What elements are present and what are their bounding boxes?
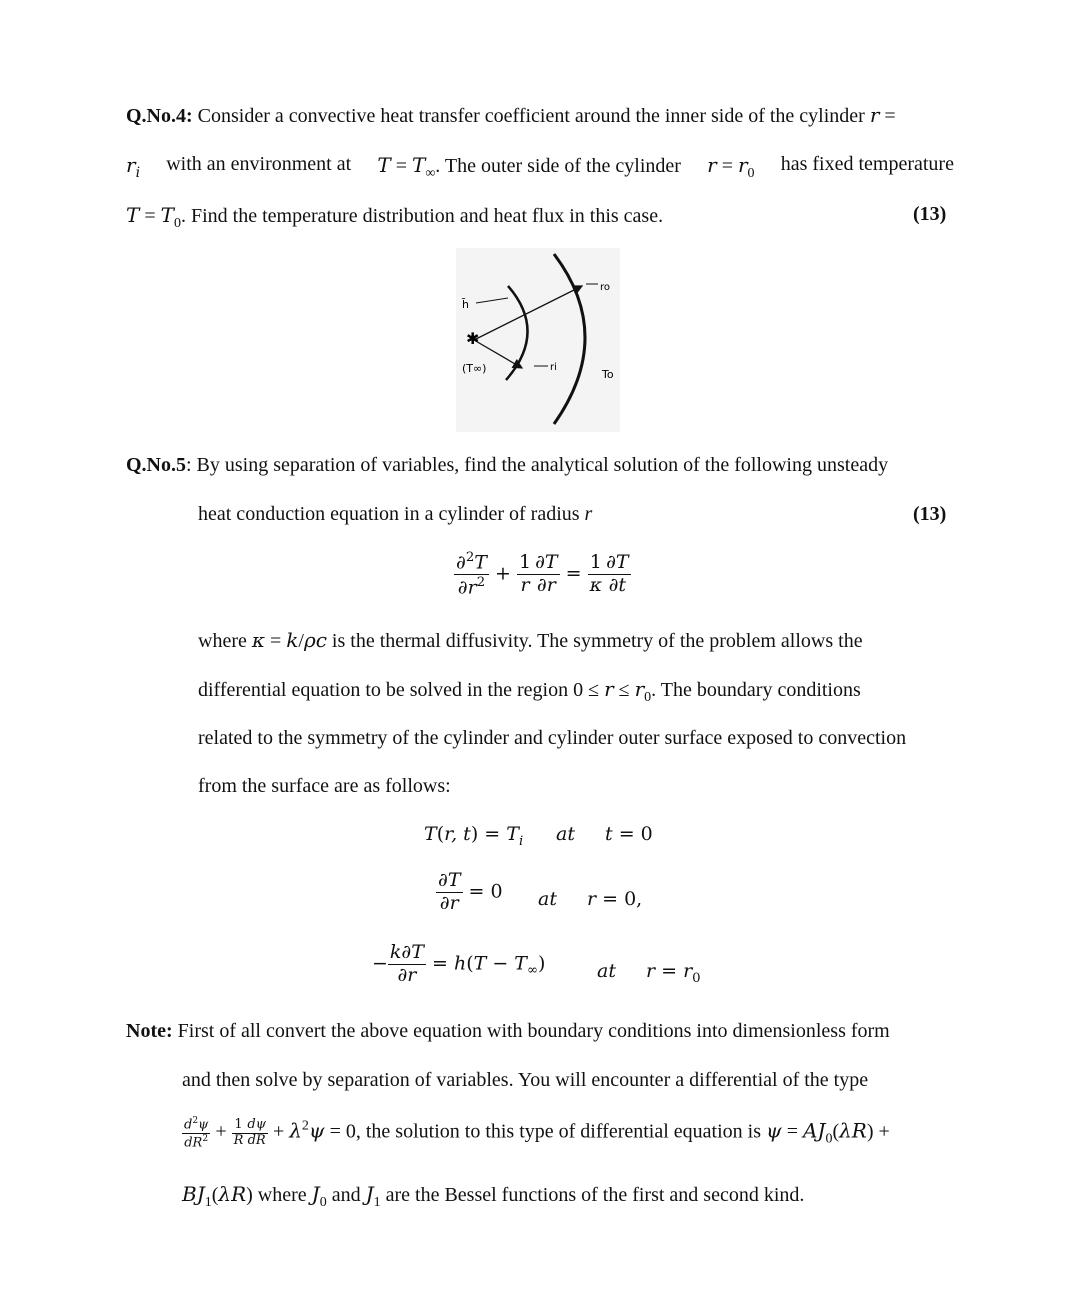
- q4-marks: (13): [913, 203, 947, 225]
- q5-line-1: [126, 454, 888, 477]
- to-label: To: [602, 368, 614, 381]
- q4-line-2: $r_i$ with an environment at $T = T_\infty$. The outer side of the cylinder $r = r_0$ has fixed temperature: [126, 153, 954, 181]
- q4-text-2a: with an environment at: [166, 153, 352, 175]
- h-label: h̄: [462, 298, 469, 311]
- q4-text-1: Consider a convective heat transfer coefficient around the inner side of the cylinder: [197, 105, 865, 127]
- q5-diff-a: differential equation to be solved in the region: [198, 679, 569, 701]
- q5-related-line: related to the symmetry of the cylinder and cylinder outer surface exposed to convection: [198, 727, 907, 749]
- q4-text-2b: . The outer side of the cylinder: [435, 155, 681, 177]
- bc-convection-at: at: [597, 960, 616, 982]
- ri-label: ri: [550, 362, 557, 373]
- bc-convection: − $\frac{k\partial T}{\partial r}$ = $h(T - T_\infty)$: [372, 941, 546, 986]
- note-text-4b: and: [331, 1184, 361, 1206]
- q5-label: Q.No.5: [126, 454, 186, 476]
- note-text-4c: are the Bessel functions of the first and second kind.: [385, 1184, 805, 1206]
- center-star-icon: ✱: [466, 329, 480, 348]
- cylinder-diagram: [456, 248, 620, 432]
- note-text-4a: where: [257, 1184, 307, 1206]
- q4-text-3: . Find the temperature distribution and heat flux in this case.: [180, 205, 664, 227]
- note-line-2: and then solve by separation of variables. You will encounter a differential of the type: [182, 1069, 869, 1091]
- q4-line-3: $T = T_0$. Find the temperature distribution and heat flux in this case.: [126, 203, 664, 231]
- q4-line-1: Q.No.4: Consider a convective heat transfer coefficient around the inner side of the cylinder r =: [126, 103, 896, 127]
- bc-symmetry-cond: r = 0,: [587, 888, 643, 910]
- note-line-4: $BJ_1(\lambda R)$ where $J_0$ and $J_1$ are the Bessel functions of the first and second kind.: [182, 1182, 805, 1210]
- bc-symmetry-at: at: [538, 888, 557, 910]
- ro-label: ro: [600, 282, 611, 293]
- bc-initial-cond: t = 0: [605, 823, 653, 845]
- q4-text-2c: has fixed temperature: [780, 153, 954, 175]
- q4-label: Q.No.4:: [126, 105, 193, 127]
- bc-convection-cond: $r = r_0$: [646, 960, 701, 986]
- bc-initial-at: at: [556, 823, 575, 845]
- note-line-1: [126, 1020, 890, 1043]
- note-text-3: , the solution to this type of differential equation is: [355, 1120, 761, 1143]
- heat-equation: $\frac{\partial^2T}{\partial r^2}$ + $\frac{1}{r}$ $\frac{\partial T}{\partial r}$ = $\frac{1}{\kappa}$ $\frac{\partial T}{\partial t}$: [456, 550, 629, 599]
- bc-initial: T(r, $t) = T_i$: [424, 823, 524, 849]
- bc-symmetry: $\frac{\partial T}{\partial r}$ = 0: [438, 869, 503, 914]
- q5-line-2: heat conduction equation in a cylinder of radius r: [198, 503, 593, 525]
- q5-where-line: where κ = k/ρc is the thermal diffusivity. The symmetry of the problem allows the: [198, 628, 863, 652]
- q5-diff-line: differential equation to be solved in the region $0 \le r \le r_0$. The boundary conditions: [198, 677, 861, 705]
- q5-text-1: : By using separation of variables, find the analytical solution of the following unsteady: [186, 454, 889, 476]
- tinf-label: (T∞): [462, 362, 487, 375]
- q5-where-a: where: [198, 630, 247, 652]
- note-text-1: First of all convert the above equation with boundary conditions into dimensionless form: [177, 1020, 890, 1042]
- q5-marks: (13): [913, 503, 947, 525]
- q5-from-line: from the surface are as follows:: [198, 775, 451, 797]
- figure-background: [456, 248, 620, 432]
- note-label: Note:: [126, 1020, 173, 1042]
- q5-where-b: is the thermal diffusivity. The symmetry of the problem allows the: [331, 630, 863, 652]
- cylinder-figure: [456, 248, 620, 432]
- q5-diff-b: . The boundary conditions: [651, 679, 861, 701]
- note-line-3: $\frac{d^2\psi}{dR^2}$ + $\frac{1}{R}$ $\frac{d\psi}{dR}$ + $\lambda^2\psi = 0$, the solution to this type of differential equation is $\psi = AJ_0(\lambda R)$ +: [184, 1116, 890, 1151]
- q5-text-2: heat conduction equation in a cylinder of radius: [198, 503, 580, 525]
